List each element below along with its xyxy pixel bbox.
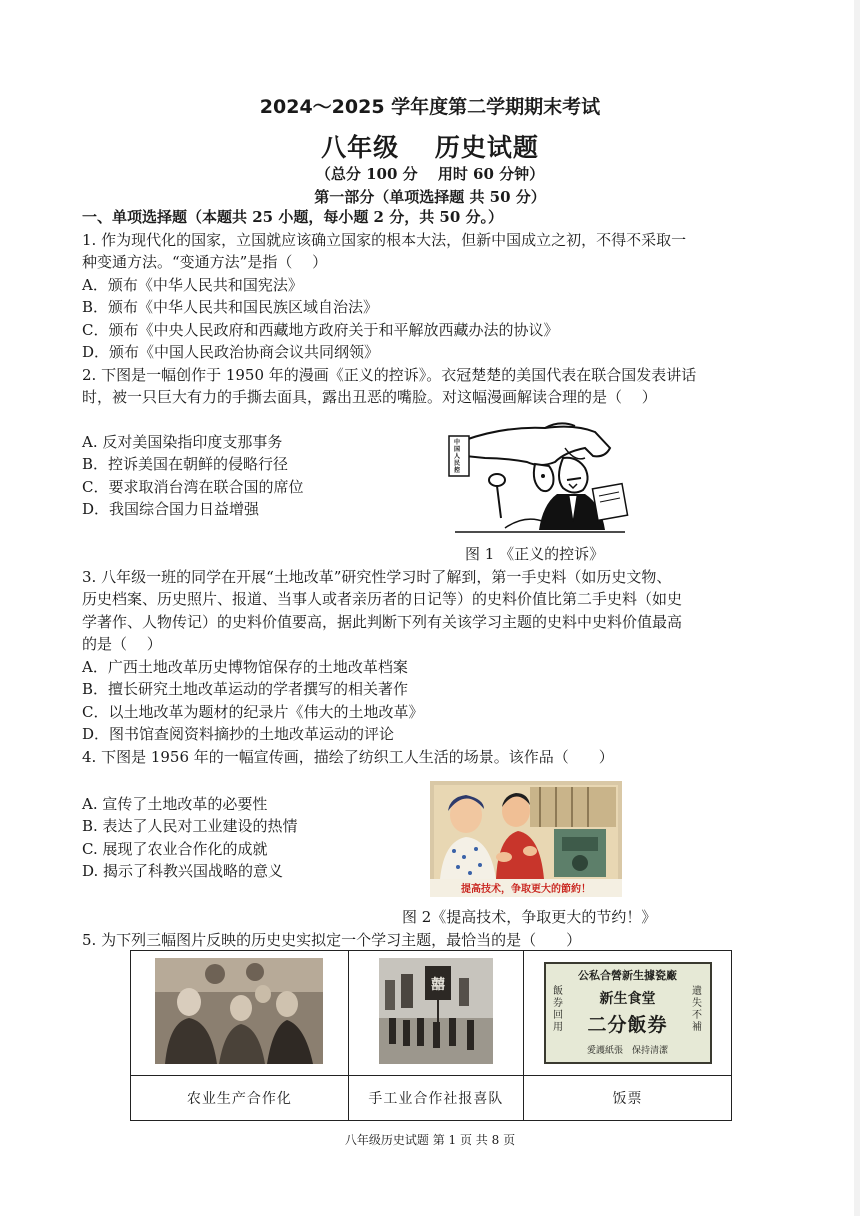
q5-stem: 5. 为下列三幅图片反映的历史史实拟定一个学习主题，最恰当的是（ ） bbox=[82, 931, 582, 949]
poster-slogan: 提高技术，争取更大的節約！ bbox=[461, 884, 591, 895]
svg-text:民: 民 bbox=[454, 460, 461, 467]
ticket-line-2: 二分飯券 bbox=[587, 1014, 668, 1036]
ticket-left-text: 飯券回用 bbox=[553, 986, 564, 1033]
photo-agricultural-cooperative bbox=[155, 958, 323, 1064]
q3-option-a: A．广西土地改革历史博物馆保存的土地改革档案 bbox=[82, 658, 408, 676]
q1-option-c: C．颁布《中央人民政府和西藏地方政府关于和平解放西藏办法的协议》 bbox=[82, 321, 559, 339]
q5-image-table bbox=[130, 950, 732, 1121]
q3-option-b: B．擅长研究土地改革运动的学者撰写的相关著作 bbox=[82, 680, 409, 698]
figure-1-caption: 图 1 《正义的控诉》 bbox=[465, 545, 605, 563]
q1-option-a: A．颁布《中华人民共和国宪法》 bbox=[82, 276, 303, 294]
q3-stem-line-3: 学著作、人物传记）的史料价值要高，据此判断下列有关该学习主题的史料中史料价值最高 bbox=[82, 613, 683, 631]
q4-option-b: B. 表达了人民对工业建设的热情 bbox=[82, 817, 298, 835]
ticket-right-text: 遺失不補 bbox=[692, 986, 703, 1033]
q5-label-3: 饭票 bbox=[524, 1076, 732, 1121]
q3-stem-line-4: 的是（ ） bbox=[82, 635, 162, 653]
cartoon-justice-accusation bbox=[445, 418, 635, 538]
poster-textile-workers bbox=[430, 781, 622, 897]
exam-title: 2024～2025 学年度第二学期期末考试 bbox=[259, 96, 601, 118]
subject-title: 八年级 历史试题 bbox=[321, 133, 539, 162]
q2-stem-line-2: 时，被一只巨大有力的手撕去面具，露出丑恶的嘴脸。对这幅漫画解读合理的是（ ） bbox=[82, 388, 657, 406]
ticket-header: 公私合營新生據瓷廠 bbox=[578, 969, 678, 982]
score-time: （总分 100 分 用时 60 分钟） bbox=[315, 165, 545, 183]
ticket-line-1: 新生食堂 bbox=[599, 991, 656, 1007]
q4-stem: 4. 下图是 1956 年的一幅宣传画，描绘了纺织工人生活的场景。该作品（ ） bbox=[82, 748, 614, 766]
q5-cell-photo-1 bbox=[131, 951, 349, 1076]
q5-label-2: 手工业合作社报喜队 bbox=[348, 1076, 523, 1121]
q1-stem-line-1: 1. 作为现代化的国家，立国就应该确立国家的根本大法，但新中国成立之初，不得不采取一 bbox=[82, 231, 687, 249]
q5-cell-meal-ticket bbox=[524, 951, 732, 1076]
q2-option-a: A. 反对美国染指印度支那事务 bbox=[82, 433, 283, 451]
svg-text:控: 控 bbox=[454, 467, 461, 474]
q4-option-a: A. 宣传了土地改革的必要性 bbox=[82, 795, 268, 813]
q2-stem-line-1: 2. 下图是一幅创作于 1950 年的漫画《正义的控诉》。衣冠楚楚的美国代表在联合国发表讲话 bbox=[82, 366, 697, 384]
q4-option-d: D. 揭示了科教兴国战略的意义 bbox=[82, 862, 284, 880]
page-footer: 八年级历史试题 第 1 页 共 8 页 bbox=[344, 1133, 516, 1147]
svg-text:人: 人 bbox=[454, 453, 461, 460]
q1-stem-line-2: 种变通方法。“变通方法”是指（ ） bbox=[82, 253, 328, 271]
q1-option-d: D．颁布《中国人民政治协商会议共同纲领》 bbox=[82, 343, 380, 361]
part-title: 第一部分（单项选择题 共 50 分） bbox=[314, 188, 546, 206]
q4-option-c: C. 展现了农业合作化的成就 bbox=[82, 840, 268, 858]
svg-text:囍: 囍 bbox=[430, 977, 445, 993]
q3-stem-line-2: 历史档案、历史照片、报道、当事人或者亲历者的日记等）的史料价值比第二手史料（如史 bbox=[82, 590, 683, 608]
q2-option-b: B．控诉美国在朝鲜的侵略行径 bbox=[82, 455, 289, 473]
section-title: 一、单项选择题（本题共 25 小题，每小题 2 分，共 50 分。） bbox=[82, 208, 504, 226]
meal-ticket-image bbox=[544, 962, 712, 1064]
svg-text:中: 中 bbox=[454, 439, 461, 446]
ticket-bottom-text: 愛護紙張 保持清潔 bbox=[587, 1046, 669, 1056]
figure-2-caption: 图 2《提高技术，争取更大的节约！》 bbox=[402, 908, 657, 926]
q3-option-d: D．图书馆查阅资料摘抄的土地改革运动的评论 bbox=[82, 725, 395, 743]
scan-edge bbox=[854, 0, 860, 1216]
q5-label-1: 农业生产合作化 bbox=[131, 1076, 349, 1121]
q2-option-d: D．我国综合国力日益增强 bbox=[82, 500, 260, 518]
q2-option-c: C．要求取消台湾在联合国的席位 bbox=[82, 478, 304, 496]
q5-cell-photo-2 bbox=[348, 951, 523, 1076]
q3-stem-line-1: 3. 八年级一班的同学在开展“土地改革”研究性学习时了解到，第一手史料（如历史文物、 bbox=[82, 568, 672, 586]
photo-handicraft-cooperative-parade bbox=[379, 958, 493, 1064]
q1-option-b: B．颁布《中华人民共和国民族区域自治法》 bbox=[82, 298, 379, 316]
q3-option-c: C．以土地改革为题材的纪录片《伟大的土地改革》 bbox=[82, 703, 424, 721]
svg-text:国: 国 bbox=[454, 446, 461, 453]
